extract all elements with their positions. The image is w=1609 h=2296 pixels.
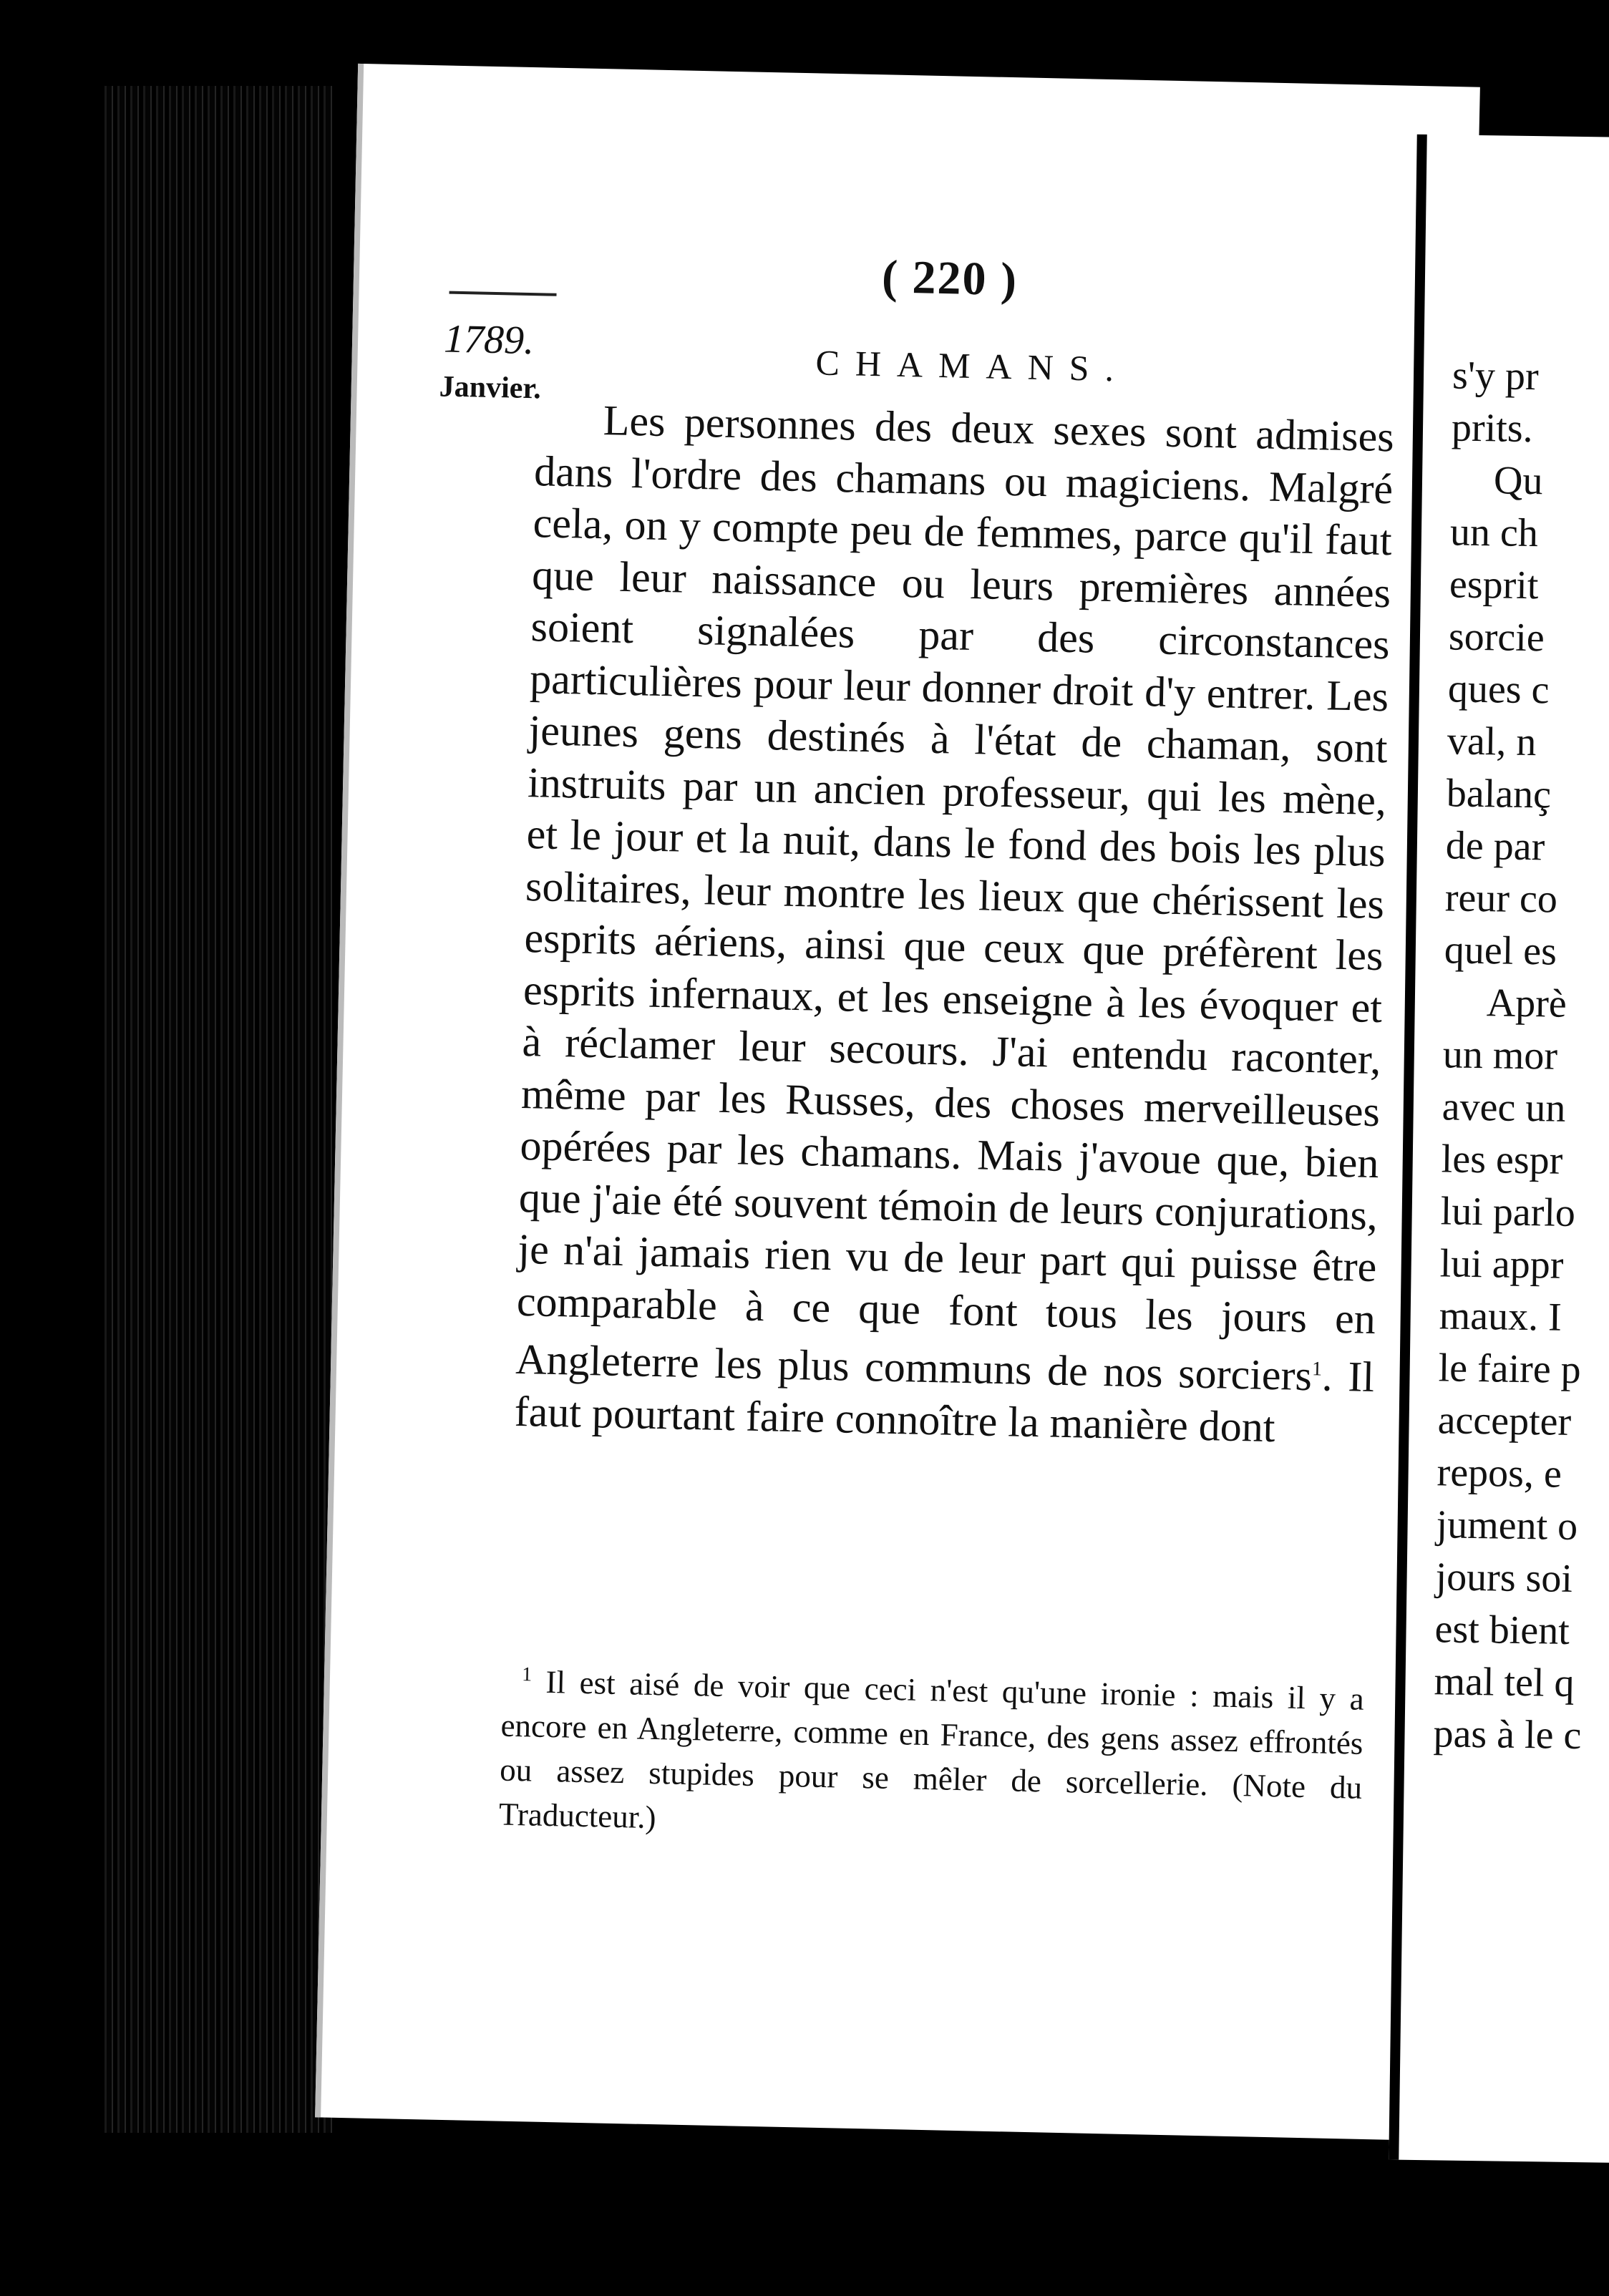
footnote (498, 1653, 1364, 1854)
book-spine-edge (100, 86, 336, 2133)
right-page-line: de par (1445, 823, 1545, 870)
left-page (315, 64, 1480, 2141)
right-page-line: ques c (1447, 666, 1550, 713)
right-page-line: Aprè (1486, 981, 1567, 1026)
right-page-line: balanç (1446, 771, 1552, 817)
body-text: Les personnes des deux sexes sont admises dans l'ordre des chamans ou magiciens. Malgré cela, on y compte peu de femmes, parce qu'il faut que leur naissance ou leurs premières années soient signalées par des circonstances particulières pour leur donner droit d'y entrer. Les jeunes gens destinés à l'état de chaman, sont instruits par un ancien professeur, qui les mène, et le jour et la nuit, dans le fond des bois les plus solitaires, leur montre les lieux que chérissent les esprits aériens, ainsi que ceux que préfèrent les esprits infernaux, et les enseigne à les évoquer et à réclamer leur secours. J'ai entendu raconter, même par les Russes, des choses merveilleuses opérées par les chamans. Mais j'avoue que, bien que j'aie été souvent témoin de leurs conjurations, je n'ai jamais rien vu de leur part qui puisse être comparable à ce que font tous les jours en Angleterre les plus communs de nos sorciers (515, 397, 1395, 1400)
right-page-line: un mor (1442, 1032, 1558, 1079)
right-page-line: sorcie (1448, 614, 1545, 661)
right-page-line: les espr (1441, 1137, 1563, 1183)
right-page-line: Qu (1493, 458, 1543, 504)
footnote-text: Il est aisé de voir que ceci n'est qu'une ironie : mais il y a encore en Angleterre, comme en France, des gens assez effrontés ou assez stupides pour se mêler de sorcellerie. (Note du Traducteur.) (498, 1663, 1365, 1836)
body-paragraph (514, 393, 1394, 1455)
footnote-marker: 1 (521, 1663, 533, 1686)
right-page-line: mal tel q (1434, 1659, 1575, 1706)
right-page-line: prits. (1451, 405, 1534, 452)
margin-month: Janvier. (439, 370, 542, 406)
right-page-line: un ch (1449, 510, 1539, 556)
right-page-line: s'y pr (1452, 353, 1540, 399)
right-page-line: esprit (1449, 562, 1539, 608)
right-page-line: avec un (1442, 1084, 1566, 1131)
right-page-line: reur co (1444, 875, 1558, 922)
right-page-lines (1433, 349, 1600, 1762)
right-page-line: le faire p (1438, 1346, 1582, 1393)
margin-year: 1789. (443, 316, 535, 364)
right-page-line: jument o (1436, 1502, 1578, 1550)
footnote-reference: 1 (1311, 1358, 1323, 1381)
right-page-line: lui parlo (1440, 1189, 1576, 1235)
page-number: ( 220 ) (881, 250, 1019, 306)
margin-rule (449, 291, 557, 296)
right-page-line: pas à le c (1433, 1711, 1582, 1759)
right-page-line: repos, e (1437, 1450, 1562, 1497)
right-page-line: lui appr (1439, 1241, 1564, 1288)
right-page-line: maux. I (1439, 1293, 1562, 1340)
right-page-fragment (1389, 135, 1609, 2164)
right-page-line: val, n (1447, 719, 1537, 765)
right-page-line: accepter (1437, 1398, 1572, 1444)
right-page-line: quel es (1444, 928, 1557, 974)
section-heading: CHAMANS. (815, 342, 1130, 389)
right-page-line: jours soi (1435, 1555, 1573, 1601)
body-text-tail: . Il faut pourtant faire connoître la manière dont (514, 1352, 1375, 1451)
right-page-line: est bient (1434, 1607, 1570, 1653)
